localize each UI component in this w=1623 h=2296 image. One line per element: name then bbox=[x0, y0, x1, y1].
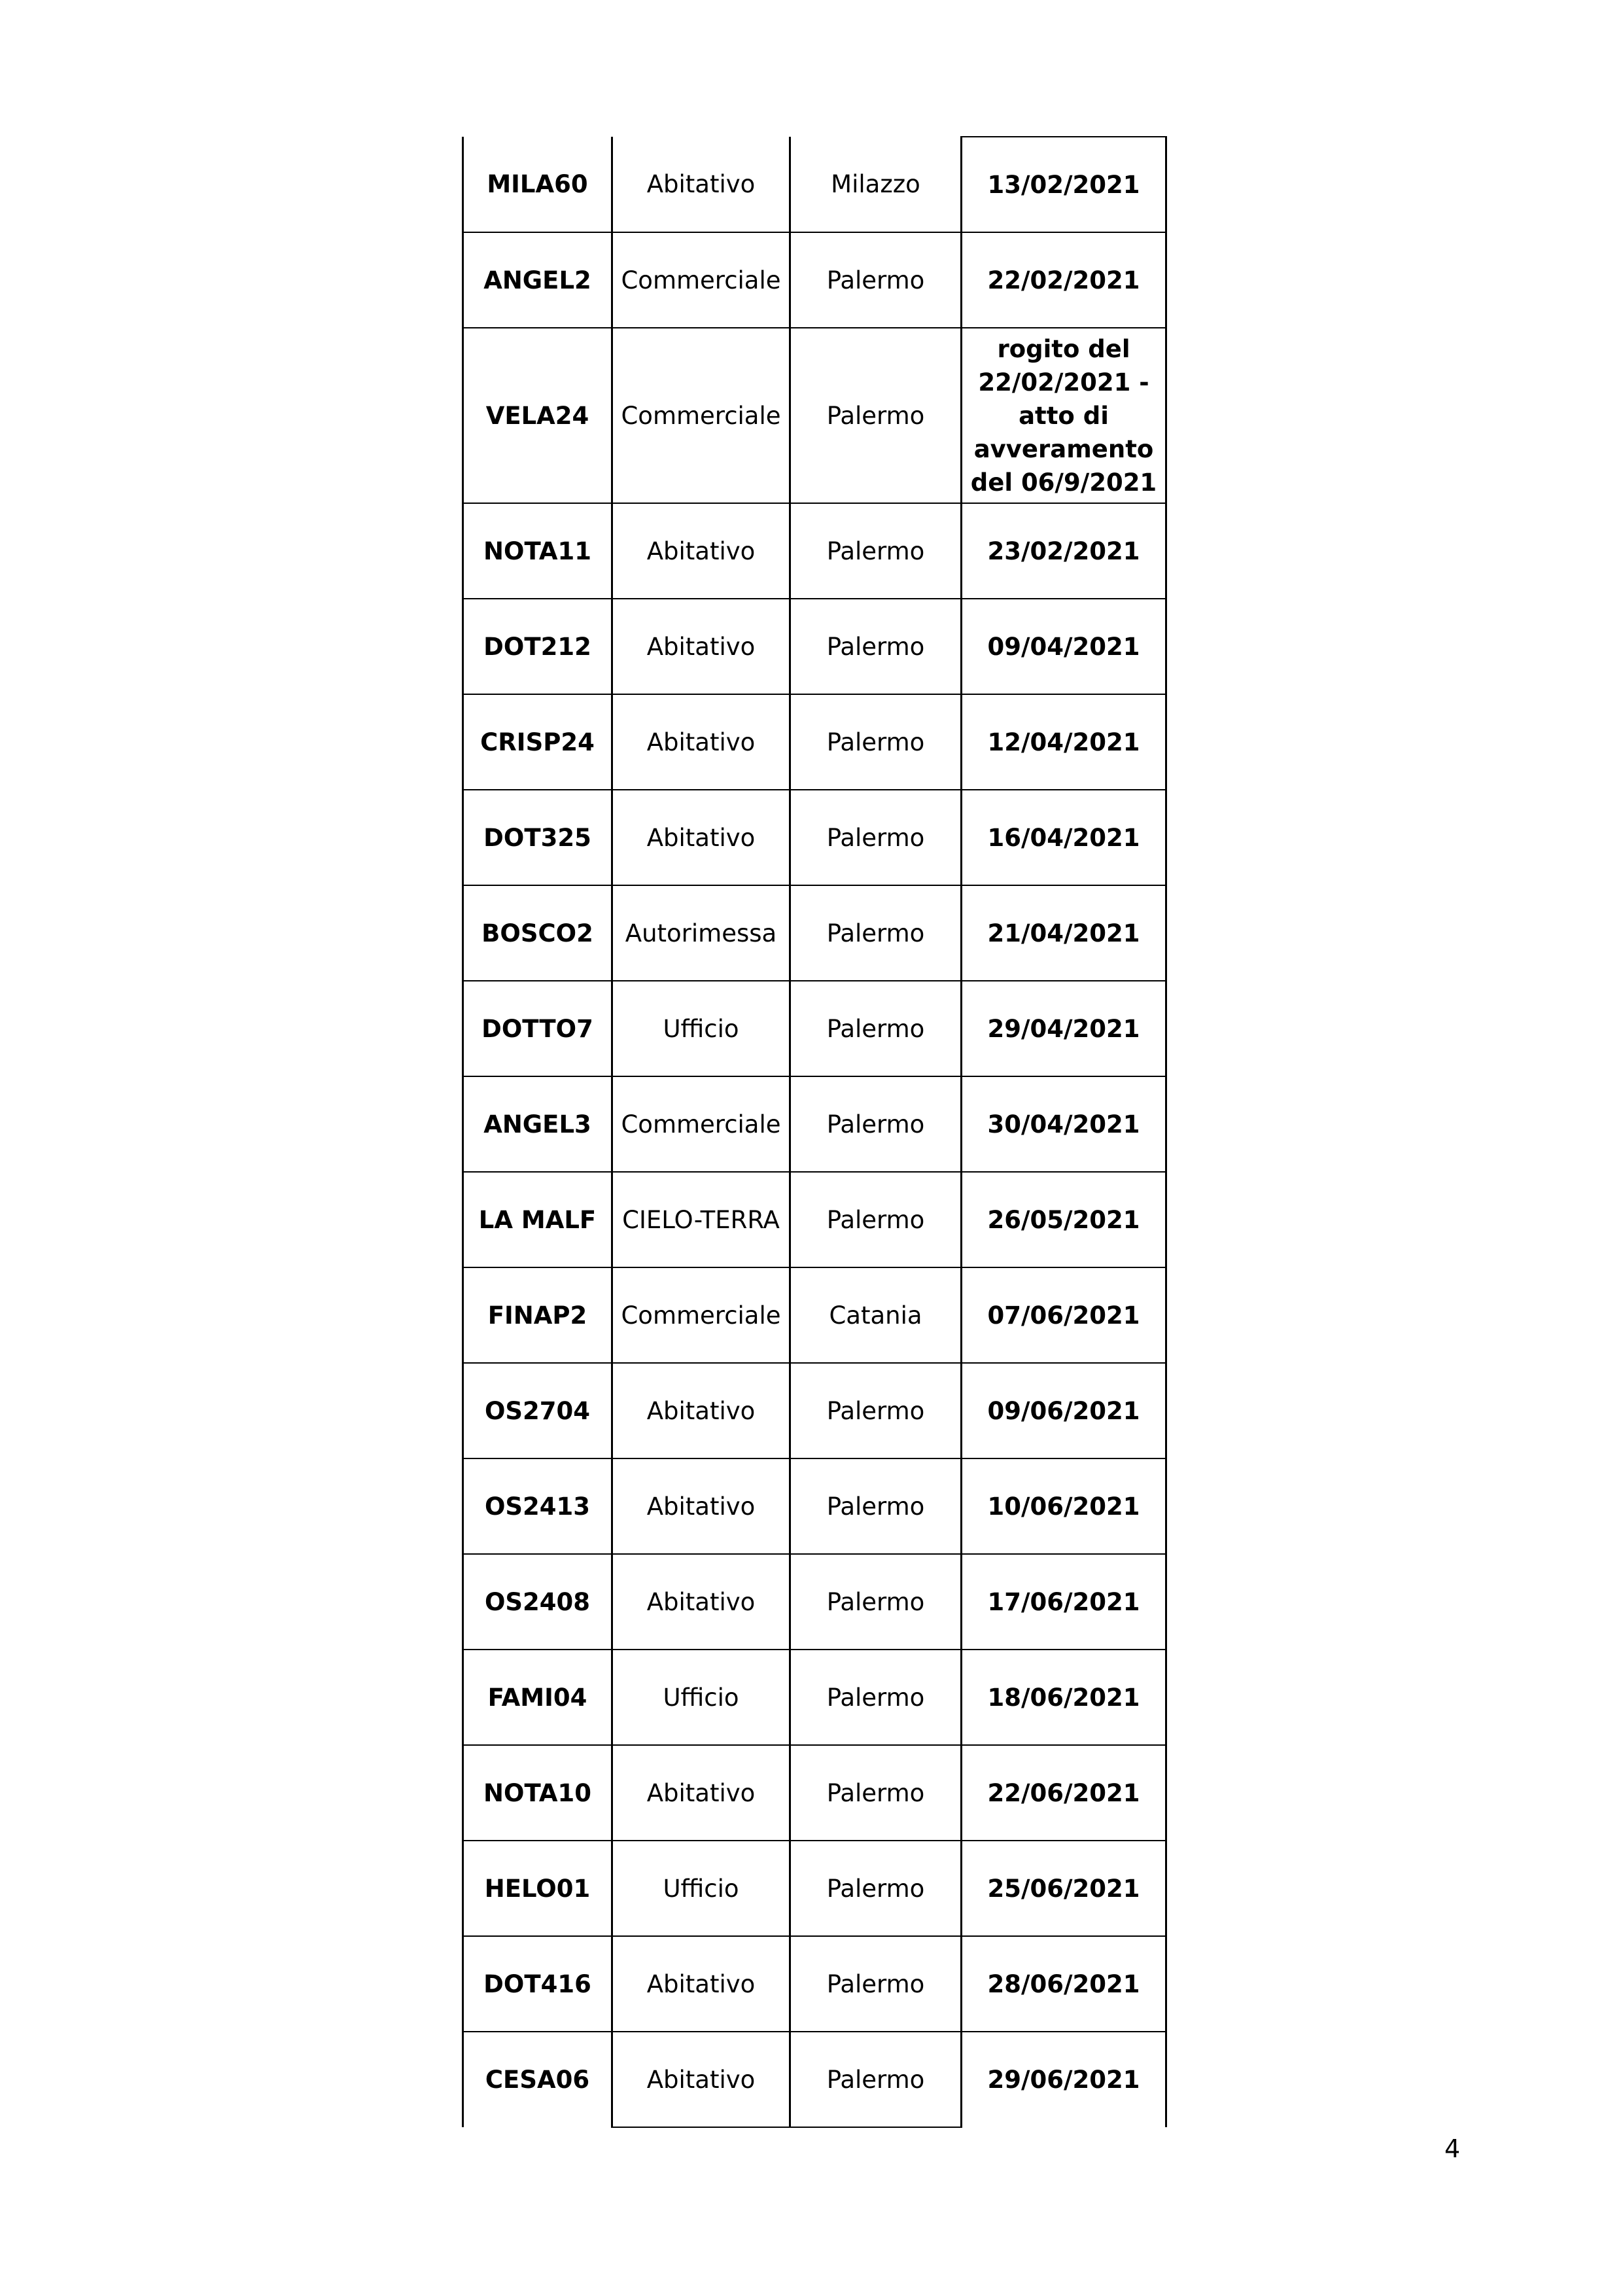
table-row bbox=[463, 503, 1166, 599]
property-city-cell: Palermo bbox=[790, 328, 962, 503]
deed-date-cell: 18/06/2021 bbox=[962, 1650, 1166, 1745]
deed-date-cell: 09/06/2021 bbox=[962, 1363, 1166, 1458]
property-type-cell: Ufficio bbox=[612, 1841, 790, 1936]
property-city-cell: Palermo bbox=[790, 885, 962, 981]
property-type-cell: Commerciale bbox=[612, 1076, 790, 1172]
table-row bbox=[463, 790, 1166, 885]
property-type-cell: Abitativo bbox=[612, 599, 790, 694]
property-code-cell: DOT416 bbox=[463, 1936, 612, 2032]
property-code-cell: DOT325 bbox=[463, 790, 612, 885]
property-city-cell: Palermo bbox=[790, 2032, 962, 2127]
property-code-cell: DOTTO7 bbox=[463, 981, 612, 1076]
deed-date-cell: 29/04/2021 bbox=[962, 981, 1166, 1076]
table-row bbox=[463, 1458, 1166, 1554]
table-row bbox=[463, 981, 1166, 1076]
property-code-cell: CESA06 bbox=[463, 2032, 612, 2127]
property-city-cell: Palermo bbox=[790, 981, 962, 1076]
property-type-cell: Abitativo bbox=[612, 137, 790, 232]
deed-date-cell: 07/06/2021 bbox=[962, 1267, 1166, 1363]
table-row bbox=[463, 1172, 1166, 1267]
table-row bbox=[463, 1936, 1166, 2032]
property-city-cell: Palermo bbox=[790, 1554, 962, 1650]
deed-date-cell: 23/02/2021 bbox=[962, 503, 1166, 599]
property-type-cell: Ufficio bbox=[612, 981, 790, 1076]
table-row bbox=[463, 1076, 1166, 1172]
property-type-cell: CIELO-TERRA bbox=[612, 1172, 790, 1267]
property-table bbox=[462, 136, 1167, 2128]
deed-date-cell: 28/06/2021 bbox=[962, 1936, 1166, 2032]
property-city-cell: Palermo bbox=[790, 1172, 962, 1267]
property-type-cell: Commerciale bbox=[612, 1267, 790, 1363]
property-city-cell: Palermo bbox=[790, 232, 962, 328]
property-city-cell: Palermo bbox=[790, 790, 962, 885]
deed-date-cell: 22/02/2021 bbox=[962, 232, 1166, 328]
property-code-cell: LA MALF bbox=[463, 1172, 612, 1267]
property-city-cell: Catania bbox=[790, 1267, 962, 1363]
table-row bbox=[463, 599, 1166, 694]
table-row bbox=[463, 137, 1166, 232]
property-code-cell: ANGEL3 bbox=[463, 1076, 612, 1172]
property-city-cell: Palermo bbox=[790, 1076, 962, 1172]
property-type-cell: Abitativo bbox=[612, 1554, 790, 1650]
table-row bbox=[463, 1554, 1166, 1650]
deed-date-cell: 29/06/2021 bbox=[962, 2032, 1166, 2127]
property-city-cell: Palermo bbox=[790, 1650, 962, 1745]
property-code-cell: NOTA10 bbox=[463, 1745, 612, 1841]
property-city-cell: Milazzo bbox=[790, 137, 962, 232]
deed-date-cell: 12/04/2021 bbox=[962, 694, 1166, 790]
property-code-cell: OS2408 bbox=[463, 1554, 612, 1650]
table-row bbox=[463, 885, 1166, 981]
property-code-cell: VELA24 bbox=[463, 328, 612, 503]
property-code-cell: FAMI04 bbox=[463, 1650, 612, 1745]
property-code-cell: BOSCO2 bbox=[463, 885, 612, 981]
table-row bbox=[463, 1267, 1166, 1363]
property-city-cell: Palermo bbox=[790, 694, 962, 790]
deed-date-cell: rogito del 22/02/2021 - atto di avveramento del 06/9/2021 bbox=[962, 328, 1166, 503]
property-city-cell: Palermo bbox=[790, 1841, 962, 1936]
property-code-cell: OS2413 bbox=[463, 1458, 612, 1554]
property-city-cell: Palermo bbox=[790, 599, 962, 694]
deed-date-cell: 26/05/2021 bbox=[962, 1172, 1166, 1267]
table-row bbox=[463, 1363, 1166, 1458]
property-code-cell: NOTA11 bbox=[463, 503, 612, 599]
property-type-cell: Commerciale bbox=[612, 328, 790, 503]
property-code-cell: ANGEL2 bbox=[463, 232, 612, 328]
property-city-cell: Palermo bbox=[790, 1745, 962, 1841]
deed-date-cell: 17/06/2021 bbox=[962, 1554, 1166, 1650]
property-type-cell: Abitativo bbox=[612, 694, 790, 790]
deed-date-cell: 16/04/2021 bbox=[962, 790, 1166, 885]
table-row bbox=[463, 694, 1166, 790]
property-city-cell: Palermo bbox=[790, 1363, 962, 1458]
property-type-cell: Abitativo bbox=[612, 1936, 790, 2032]
table-row bbox=[463, 2032, 1166, 2127]
property-code-cell: OS2704 bbox=[463, 1363, 612, 1458]
property-type-cell: Commerciale bbox=[612, 232, 790, 328]
property-type-cell: Abitativo bbox=[612, 1363, 790, 1458]
deed-date-cell: 25/06/2021 bbox=[962, 1841, 1166, 1936]
deed-date-cell: 22/06/2021 bbox=[962, 1745, 1166, 1841]
property-code-cell: CRISP24 bbox=[463, 694, 612, 790]
deed-date-cell: 10/06/2021 bbox=[962, 1458, 1166, 1554]
table-row bbox=[463, 1841, 1166, 1936]
property-type-cell: Abitativo bbox=[612, 1458, 790, 1554]
property-code-cell: DOT212 bbox=[463, 599, 612, 694]
property-type-cell: Abitativo bbox=[612, 1745, 790, 1841]
property-code-cell: FINAP2 bbox=[463, 1267, 612, 1363]
property-table-body bbox=[463, 137, 1166, 2127]
deed-date-cell: 13/02/2021 bbox=[962, 137, 1166, 232]
property-type-cell: Autorimessa bbox=[612, 885, 790, 981]
property-city-cell: Palermo bbox=[790, 1936, 962, 2032]
table-row bbox=[463, 1650, 1166, 1745]
property-city-cell: Palermo bbox=[790, 503, 962, 599]
deed-date-cell: 21/04/2021 bbox=[962, 885, 1166, 981]
property-city-cell: Palermo bbox=[790, 1458, 962, 1554]
property-code-cell: MILA60 bbox=[463, 137, 612, 232]
deed-date-cell: 09/04/2021 bbox=[962, 599, 1166, 694]
property-type-cell: Abitativo bbox=[612, 2032, 790, 2127]
property-code-cell: HELO01 bbox=[463, 1841, 612, 1936]
table-row bbox=[463, 232, 1166, 328]
property-type-cell: Abitativo bbox=[612, 790, 790, 885]
table-row bbox=[463, 1745, 1166, 1841]
table-row bbox=[463, 328, 1166, 503]
property-type-cell: Ufficio bbox=[612, 1650, 790, 1745]
deed-date-cell: 30/04/2021 bbox=[962, 1076, 1166, 1172]
page-number: 4 bbox=[1444, 2134, 1461, 2163]
property-type-cell: Abitativo bbox=[612, 503, 790, 599]
